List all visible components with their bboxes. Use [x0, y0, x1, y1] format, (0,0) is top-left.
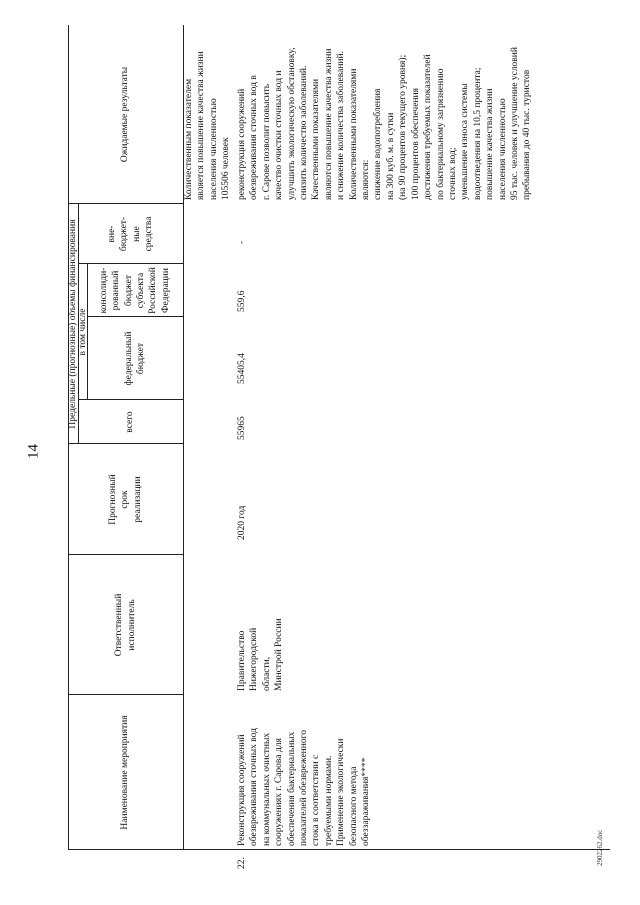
header-funding-group: Предельные (прогнозные) объемы финансирования — [68, 219, 78, 429]
rotated-table — [65, 25, 610, 880]
row-executor: Правительство Нижегородской области, Минстрой России — [237, 618, 285, 691]
header-term: Прогнозный срок реализации — [107, 474, 143, 525]
row-federal: 55405,4 — [237, 353, 247, 384]
header-including: в том числе — [78, 308, 88, 356]
row-extrabudget: - — [237, 240, 247, 244]
row-results: реконструкция сооружений обезвреживания сточных вод в г. Сарове позволит повысить качество очистки сточных вод и улучшить экологическую обстановку, снизить количество заболеваний. Качественными показателями являются повышение качества жизни и снижение количества заболеваний. Количественными показателями являются: снижение водопотребления на 300 куб. м. в сутки (на 90 процентов текущего уровня); 100 процентов обеспечения достижения требуемых показателей по бактериальному загрязнению сточных вод; уменьшение износа системы водоотведения на 10,5 процента; повышение качества жизни населения численностью 95 тыс. человек и улучшение условий пребывания до 40 тыс. туристов — [237, 47, 533, 200]
continuation-result: Количественным показателем является повышение качества жизни населения численностью 105506 человек — [184, 51, 232, 200]
page-number: 14 — [25, 444, 42, 459]
row-regional: 559,6 — [237, 290, 247, 312]
header-extrabudget: вне- бюджет- ные средства — [106, 216, 154, 252]
row-term: 2020 год — [237, 505, 247, 540]
row-total: 55965 — [237, 416, 247, 440]
header-total: всего — [125, 411, 136, 433]
header-regional: консолиди- рованный бюджет субъекта Российской Федерации — [98, 267, 171, 314]
row-number: 22. — [237, 857, 247, 869]
header-executor: Ответственный исполнитель — [114, 593, 137, 657]
row-name: Реконструкция сооружений обезвреживания сточных вод на коммунальных очистных сооружениях г. Сарова для обеспечения бактериальных показателей обезвреженного стока в соответствии с требуемыми нормами. Применение экологически безопасного метода обеззараживания**** — [237, 728, 372, 846]
footer-filename: 2902262.doc — [596, 829, 604, 866]
header-name: Наименование мероприятия — [120, 715, 131, 830]
header-results: Ожидаемые результаты — [120, 66, 131, 163]
header-federal: федеральный бюджет — [123, 331, 146, 386]
